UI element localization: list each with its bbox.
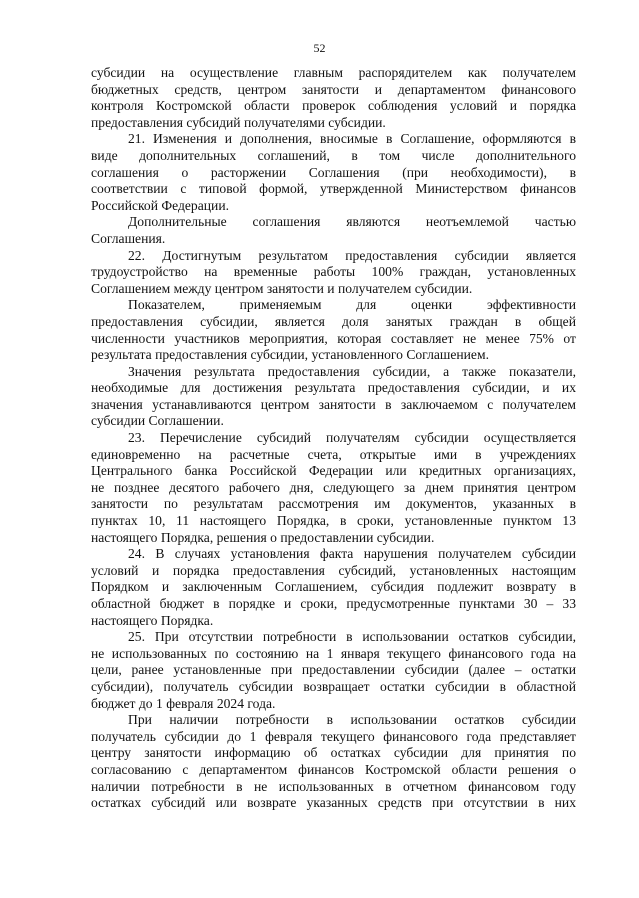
paragraph-9-line-3: цели, ранее установленные при предоставлении субсидии (далее – остатки [91,662,576,678]
paragraph-6-line-4: субсидии Соглашении. [91,413,224,429]
paragraph-5-line-1: Показателем, применяемым для оценки эффективности [128,297,576,313]
paragraph-10-line-1: При наличии потребности в использовании остатков субсидии [128,712,576,728]
paragraph-10-line-2: получатель субсидии до 1 февраля текущего финансового года представляет [91,728,576,744]
paragraph-1-line-2: бюджетных средств, центром занятости и департаментом финансового [91,81,576,97]
paragraph-3-line-1: Дополнительные соглашения являются неотъемлемой частью [128,214,576,230]
paragraph-8-line-5: настоящего Порядка. [91,612,214,628]
paragraph-9-line-2: не использованных по состоянию на 1 января текущего финансового года на [91,645,576,661]
document-body [91,65,576,812]
paragraph-8-line-1: 24. В случаях установления факта нарушения получателем субсидии [128,546,576,562]
page-number: 52 [313,41,326,55]
paragraph-4-line-1: 22. Достигнутым результатом предоставления субсидии является [128,247,576,263]
paragraph-7-line-2: единовременно на расчетные счета, открытые ими в учреждениях [91,446,576,462]
paragraph-8-line-4: областной бюджет в порядке и сроки, предусмотренные пунктами 30 – 33 [91,596,576,611]
paragraph-7-line-1: 23. Перечисление субсидий получателям субсидии осуществляется [128,430,576,446]
paragraph-7-line-6: пунктах 10, 11 настоящего Порядка, в сроки, установленные пунктом 13 [91,513,576,529]
paragraph-5-line-4: результата предоставления субсидии, установленного Соглашением. [91,347,489,363]
paragraph-10-line-4: согласованию с департаментом финансов Костромской области решения о [91,761,576,777]
paragraph-6-line-2: необходимые для достижения результата предоставления субсидии, и их [91,380,576,396]
paragraph-3-line-2: Соглашения. [91,230,166,246]
paragraph-8-line-3: Порядком и заключенным Соглашением, субсидия подлежит возврату в [91,579,576,595]
paragraph-7-line-3: Центрального банка Российской Федерации или кредитных организациях, [91,463,576,479]
paragraph-9-line-1: 25. При отсутствии потребности в использовании остатков субсидии, [128,629,576,645]
paragraph-10-line-5: наличии потребности в не использованных в отчетном финансовом году [91,778,576,794]
paragraph-6-line-1: Значения результата предоставления субсидии, а также показатели, [128,363,576,379]
paragraph-1-line-1: субсидии на осуществление главным распорядителем как получателем [91,65,576,80]
paragraph-2-line-4: соответствии с типовой формой, утвержденной Министерством финансов [91,181,576,197]
paragraph-1-line-3: контроля Костромской области проверок соблюдения условий и порядка [91,98,576,114]
paragraph-9-line-4: субсидии), получатель субсидии возвращает остатки субсидии в областной [91,678,576,694]
paragraph-2-line-5: Российской Федерации. [91,197,229,213]
paragraph-2-line-3: соглашения о расторжении Соглашения (при необходимости), в [91,164,576,180]
paragraph-7-line-4: не позднее десятого рабочего дня, следующего за днем принятия центром [91,479,576,495]
paragraph-10-line-3: центру занятости информацию об остатках субсидии для принятия по [91,745,576,761]
paragraph-7-line-5: занятости по результатам рассмотрения им документов, указанных в [91,496,576,512]
paragraph-2-line-2: виде дополнительных соглашений, в том числе дополнительного [91,147,576,163]
paragraph-9-line-5: бюджет до 1 февраля 2024 года. [91,695,276,711]
paragraph-4-line-3: Соглашением между центром занятости и получателем субсидии. [91,280,473,296]
paragraph-10-line-6: остатках субсидий или возврате указанных средств при отсутствии в них [91,795,576,811]
paragraph-1-line-4: предоставления субсидий получателями субсидии. [91,114,386,130]
paragraph-8-line-2: условий и порядка предоставления субсидий, установленных настоящим [91,562,576,578]
paragraph-5-line-3: численности участников мероприятия, которая составляет не менее 75% от [91,330,576,346]
paragraph-2-line-1: 21. Изменения и дополнения, вносимые в Соглашение, оформляются в [128,131,576,147]
paragraph-4-line-2: трудоустройство на временные работы 100% граждан, установленных [91,264,576,280]
paragraph-6-line-3: значения устанавливаются центром занятости в заключаемом с получателем [91,396,576,412]
paragraph-7-line-7: настоящего Порядка, решения о предоставлении субсидии. [91,529,435,545]
paragraph-5-line-2: предоставления субсидии, является доля занятых граждан в общей [91,313,576,329]
